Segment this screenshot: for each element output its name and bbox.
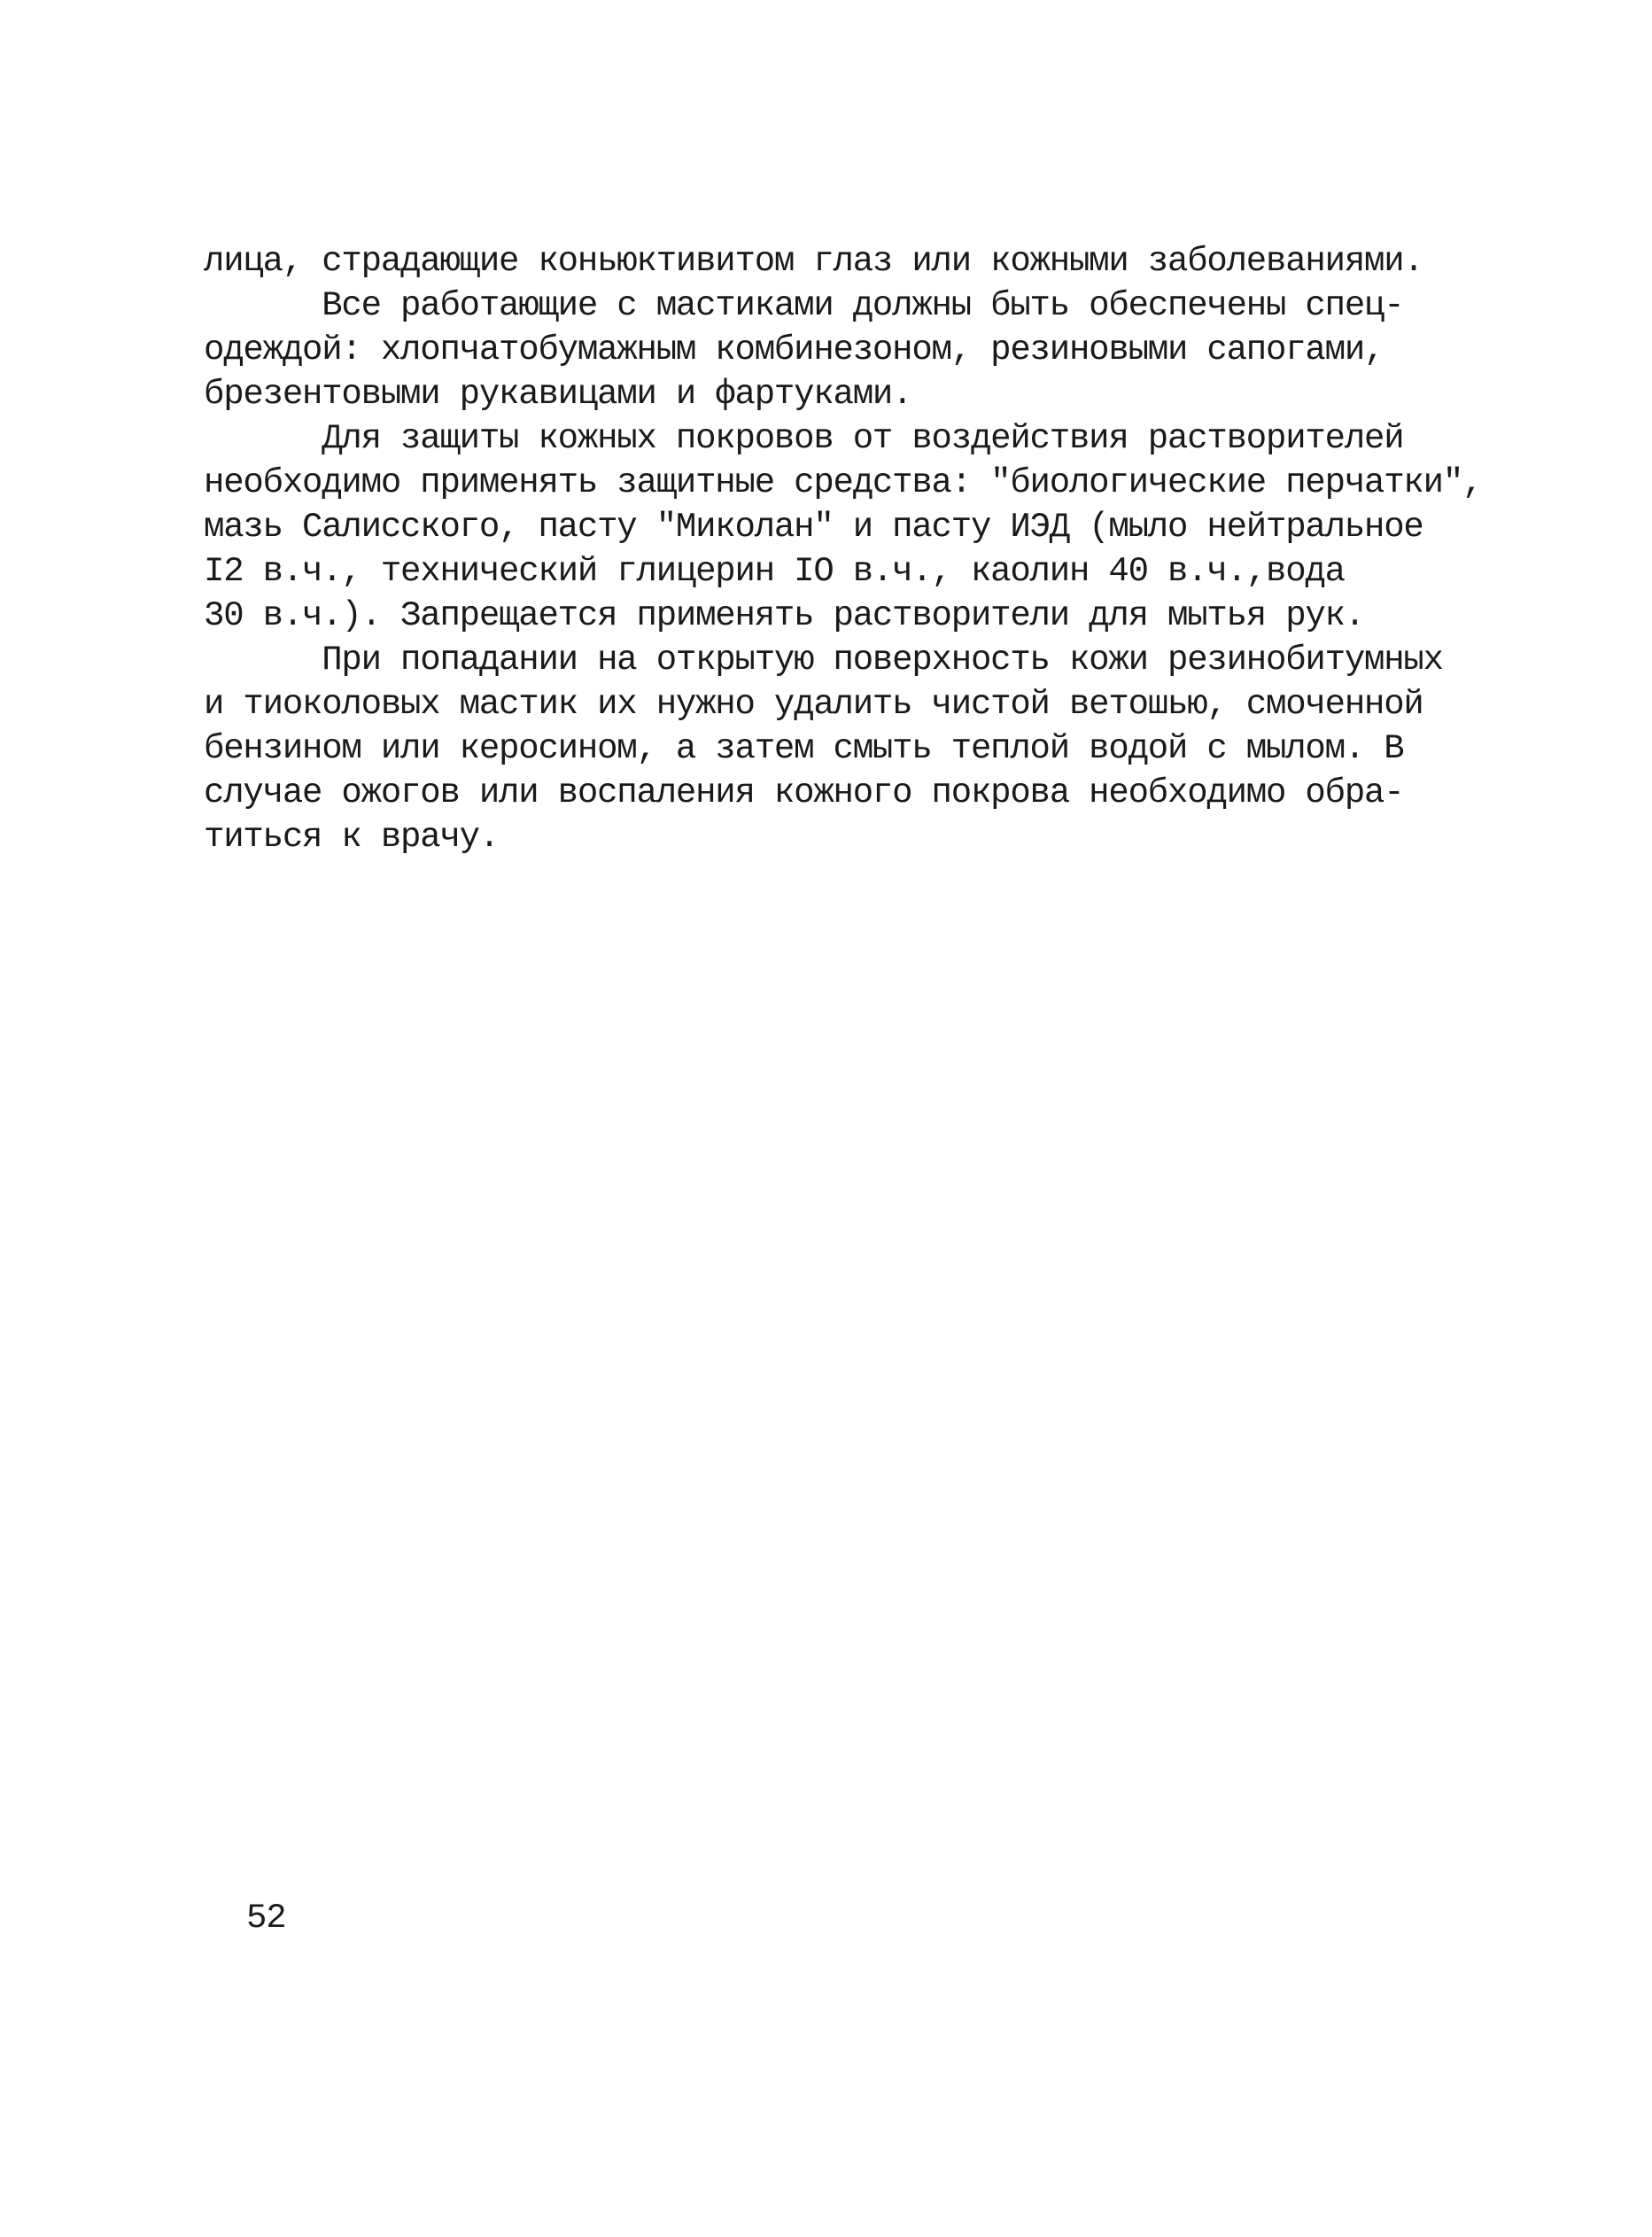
text-line: 30 в.ч.). Запрещается применять растворители для мытья рук. [204, 596, 1365, 635]
text-line: I2 в.ч., технический глицерин IO в.ч., каолин 40 в.ч.,вода [204, 552, 1345, 591]
text-line: При попадании на открытую поверхность кожи резинобитумных [204, 641, 1443, 680]
text-line: Все работающие с мастиками должны быть обеспечены спец- [204, 286, 1404, 325]
page-number: 52 [246, 1899, 286, 1938]
text-line: Для защиты кожных покровов от воздействия растворителей [204, 419, 1404, 458]
text-line: бензином или керосином, а затем смыть теплой водой с мылом. В [204, 729, 1404, 768]
text-line: мазь Салисского, пасту "Миколан" и пасту ИЭД (мыло нейтральное [204, 508, 1423, 547]
text-line: одеждой: хлопчатобумажным комбинезоном, резиновыми сапогами, [204, 330, 1384, 369]
text-line: брезентовыми рукавицами и фартуками. [204, 375, 912, 414]
text-line: случае ожогов или воспаления кожного покрова необходимо обра- [204, 773, 1404, 812]
body-text [204, 239, 1483, 859]
text-line: необходимо применять защитные средства: "биологические перчатки", [204, 463, 1483, 502]
text-line: и тиоколовых мастик их нужно удалить чистой ветошью, смоченной [204, 685, 1423, 724]
text-line: титься к врачу. [204, 818, 500, 857]
text-line: лица, страдающие коньюктивитом глаз или кожными заболеваниями. [204, 242, 1423, 281]
